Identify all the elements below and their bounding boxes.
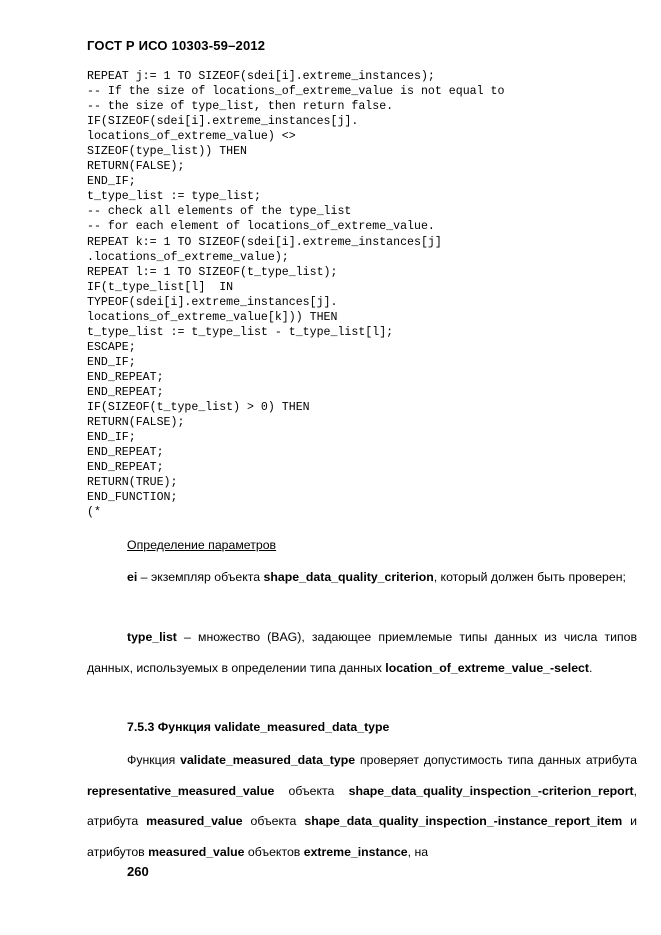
code-line: (* bbox=[87, 506, 101, 520]
code-line: END_IF; bbox=[87, 431, 136, 445]
code-line: -- the size of type_list, then return false. bbox=[87, 100, 394, 114]
code-line: RETURN(FALSE); bbox=[87, 160, 185, 174]
code-line: END_REPEAT; bbox=[87, 385, 164, 399]
params-heading: Определение параметров bbox=[127, 538, 277, 552]
code-line: IF(SIZEOF(t_type_list) > 0) THEN bbox=[87, 401, 310, 415]
code-line: REPEAT j:= 1 TO SIZEOF(sdei[i].extreme_instances); bbox=[87, 70, 435, 83]
desc-text-4: , атрибута bbox=[87, 783, 637, 828]
desc-text-2: проверяет допустимость типа данных атрибута bbox=[355, 753, 637, 767]
code-line: SIZEOF(type_list)) THEN bbox=[87, 145, 248, 159]
code-line: locations_of_extreme_value[k])) THEN bbox=[87, 310, 338, 324]
code-line: REPEAT k:= 1 TO SIZEOF(sdei[i].extreme_instances[j] bbox=[87, 235, 442, 249]
param-ei-paragraph bbox=[87, 562, 637, 593]
code-line: IF(t_type_list[l] IN bbox=[87, 280, 234, 294]
desc-text-5: объекта bbox=[242, 814, 305, 828]
desc-bold-5: shape_data_quality_inspection_-instance_report_item bbox=[304, 814, 623, 828]
desc-bold-3: shape_data_quality_inspection_-criterion_report bbox=[348, 783, 634, 798]
code-line: END_REPEAT; bbox=[87, 370, 164, 384]
code-line: END_IF; bbox=[87, 355, 136, 369]
code-line: END_REPEAT; bbox=[87, 446, 164, 460]
param-ei-term: ei bbox=[127, 570, 138, 584]
description-paragraph bbox=[87, 745, 637, 867]
code-line: -- for each element of locations_of_extreme_value. bbox=[87, 220, 435, 234]
code-line: ESCAPE; bbox=[87, 340, 136, 354]
code-listing bbox=[87, 69, 504, 520]
desc-text-6: и атрибутов bbox=[87, 814, 637, 859]
subsection-title: 7.5.3 Функция validate_measured_data_type bbox=[127, 720, 390, 734]
code-line: TYPEOF(sdei[i].extreme_instances[j]. bbox=[87, 295, 338, 309]
code-line: IF(SIZEOF(sdei[i].extreme_instances[j]. bbox=[87, 115, 359, 129]
code-line: REPEAT l:= 1 TO SIZEOF(t_type_list); bbox=[87, 265, 338, 279]
code-line: t_type_list := type_list; bbox=[87, 190, 261, 204]
param-ei-text-before: – экземпляр объекта bbox=[137, 570, 264, 584]
desc-text-7: объектов bbox=[244, 844, 304, 859]
param-type-list-text-before: – множество (BAG), задающее приемлемые типы данных из числа типов данных, используемых в определении типа данных bbox=[87, 630, 637, 675]
code-line: locations_of_extreme_value) <> bbox=[87, 130, 296, 144]
code-line: -- If the size of locations_of_extreme_value is not equal to bbox=[87, 85, 505, 99]
desc-text-8: , на bbox=[407, 844, 429, 859]
code-line: END_REPEAT; bbox=[87, 461, 164, 475]
code-line: END_FUNCTION; bbox=[87, 491, 178, 505]
param-ei-text-after: , который должен быть проверен; bbox=[433, 570, 626, 584]
desc-bold-2: representative_measured_value bbox=[87, 783, 275, 798]
desc-bold-6: measured_value bbox=[148, 844, 245, 859]
desc-text-1: Функция bbox=[127, 753, 181, 767]
desc-text-3: объекта bbox=[274, 783, 349, 798]
page-number: 260 bbox=[127, 864, 149, 879]
param-type-list-text-after: . bbox=[588, 660, 593, 675]
param-ei-entity: shape_data_quality_criterion bbox=[263, 570, 434, 584]
document-header: ГОСТ Р ИСО 10303-59–2012 bbox=[87, 38, 266, 53]
desc-bold-4: measured_value bbox=[146, 814, 243, 828]
code-line: -- check all elements of the type_list bbox=[87, 205, 352, 219]
code-line: .locations_of_extreme_value); bbox=[87, 250, 289, 264]
code-line: RETURN(TRUE); bbox=[87, 476, 178, 490]
param-type-list-entity: location_of_extreme_value_-select bbox=[385, 660, 589, 675]
param-type-list-paragraph bbox=[87, 622, 637, 683]
code-line: RETURN(FALSE); bbox=[87, 416, 185, 430]
code-line: t_type_list := t_type_list - t_type_list[l]; bbox=[87, 325, 394, 339]
desc-bold-1: validate_measured_data_type bbox=[180, 753, 356, 767]
desc-bold-7: extreme_instance bbox=[303, 844, 408, 859]
code-line: END_IF; bbox=[87, 175, 136, 189]
param-type-list-term: type_list bbox=[127, 630, 177, 644]
